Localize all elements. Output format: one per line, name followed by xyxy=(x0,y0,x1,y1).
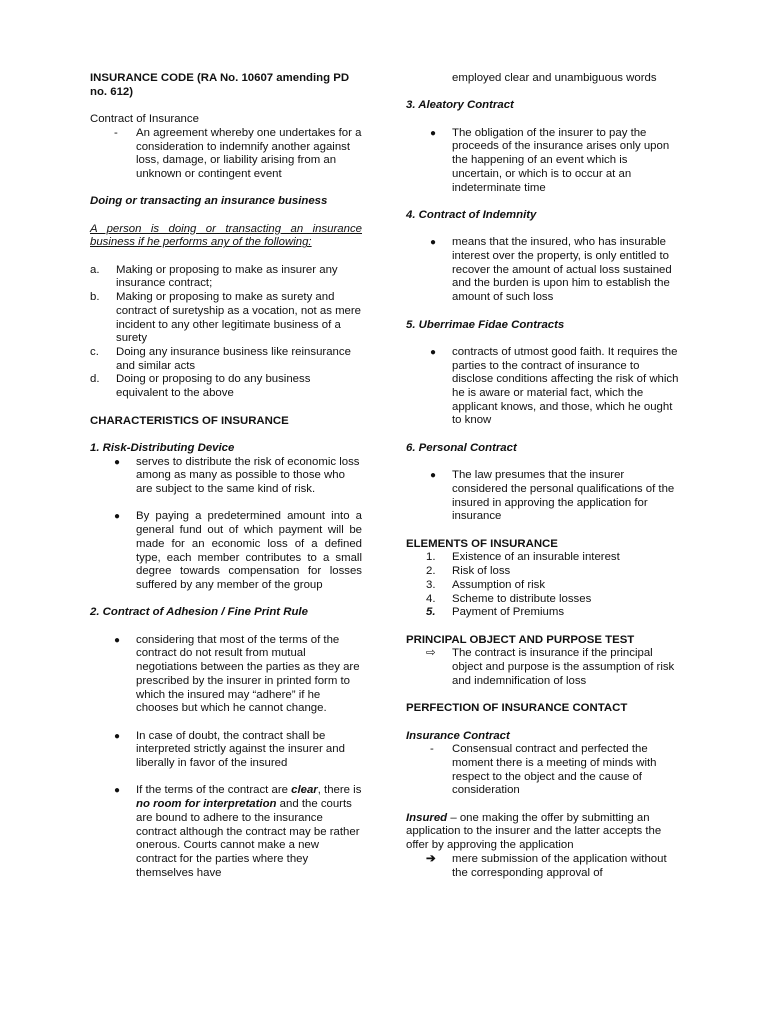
doc-title-line1: INSURANCE CODE (RA No. 10607 amending PD xyxy=(90,72,350,84)
doing-business-intro: A person is doing or transacting an insurance business if he performs any of the following: xyxy=(90,222,362,249)
insurance-contract-heading: Insurance Contract xyxy=(406,729,510,742)
bullet-icon: ● xyxy=(114,456,121,468)
list-item: ● By paying a predetermined amount into a general fund out of which payment will be made for an economic loss of a defined type, each member contributes to a small degree towards compensation for losses suffered by any member of the group xyxy=(114,510,362,591)
indemnity-heading: 4. Contract of Indemnity xyxy=(406,208,537,221)
insured-paragraph: Insured – one making the offer by submitting an application to the insurer and the latter accepts the offer by approving the application xyxy=(406,811,662,852)
bullet-icon: ● xyxy=(430,346,437,358)
doing-business-heading: Doing or transacting an insurance business xyxy=(90,195,328,208)
contract-of-insurance-heading: Contract of Insurance xyxy=(90,113,199,126)
bold-arrow-icon: ➔ xyxy=(426,852,436,865)
list-item: c. Doing any insurance business like reinsurance and similar acts xyxy=(90,346,351,372)
list-item: ● The obligation of the insurer to pay the proceeds of the insurance arises only upon the happening of an event which is uncertain, or which is to occur at an indeterminate time xyxy=(430,126,670,194)
list-item: 2. Risk of loss xyxy=(426,565,511,578)
right-column xyxy=(406,72,680,880)
perfection-heading: PERFECTION OF INSURANCE CONTACT xyxy=(406,702,628,715)
list-item: 5. Payment of Premiums xyxy=(426,606,565,619)
principal-test-heading: PRINCIPAL OBJECT AND PURPOSE TEST xyxy=(406,633,635,646)
bullet-icon: ● xyxy=(114,634,121,646)
list-item: ● means that the insured, who has insurable interest over the property, is only entitled to recover the amount of actual loss sustained and the burden is upon him to establish the amount of such loss xyxy=(430,236,672,304)
list-item: ● In case of doubt, the contract shall be interpreted strictly against the insurer and liberally in favor of the insured xyxy=(114,729,345,769)
doc-title-line2: no. 612) xyxy=(90,85,134,98)
list-item: 1. Existence of an insurable interest xyxy=(426,551,620,564)
list-item: b. Making or proposing to make as surety and contract of suretyship as a vocation, not as mere incident to any other legitimate business of a surety xyxy=(90,291,362,345)
list-item: ● If the terms of the contract are clear, there is no room for interpretation and the courts are bound to adhere to the insurance contract although the contract may be rather onerous. Courts cannot make a new contract for the parties where they themselves have xyxy=(114,784,362,879)
personal-contract-heading: 6. Personal Contract xyxy=(406,441,517,454)
bullet-icon: ● xyxy=(114,785,121,797)
bullet-icon: ● xyxy=(430,127,437,139)
list-item: d. Doing or proposing to do any business equivalent to the above xyxy=(90,373,311,400)
list-item: ● The law presumes that the insurer considered the personal qualifications of the insured in approving the application for insurance xyxy=(430,469,675,523)
risk-distributing-heading: 1. Risk-Distributing Device xyxy=(90,441,235,454)
adhesion-heading: 2. Contract of Adhesion / Fine Print Rule xyxy=(90,606,308,619)
list-item: 4. Scheme to distribute losses xyxy=(426,592,592,605)
elements-heading: ELEMENTS OF INSURANCE xyxy=(406,537,558,550)
characteristics-heading: CHARACTERISTICS OF INSURANCE xyxy=(90,414,289,427)
insurance-contract-definition: - Consensual contract and perfected the moment there is a meeting of minds with respect to the object and the cause of consideration xyxy=(430,743,657,797)
list-item: ➔ mere submission of the application without the corresponding approval of xyxy=(426,852,667,879)
bullet-icon: ● xyxy=(430,470,437,482)
contract-definition: - An agreement whereby one undertakes for a consideration to indemnify another against loss, damage, or liability arising from an unknown or contingent event xyxy=(114,126,362,180)
bullet-icon: ● xyxy=(114,511,121,523)
aleatory-heading: 3. Aleatory Contract xyxy=(406,99,514,112)
list-item: ● serves to distribute the risk of economic loss among as many as possible to those who are subject to the same kind of risk. xyxy=(114,455,360,495)
hollow-arrow-icon: ⇨ xyxy=(426,647,436,660)
list-item: ⇨ The contract is insurance if the principal object and purpose is the assumption of risk and indemnification of loss xyxy=(426,647,675,687)
list-item: ● considering that most of the terms of the contract do not result from mutual negotiations between the parties as they are prescribed by the insurer in printed form to which the insured may “adhere” if he chooses but which he cannot change. xyxy=(114,633,360,715)
bullet-icon: ● xyxy=(114,730,121,742)
bullet-icon: ● xyxy=(430,237,437,249)
list-item: a. Making or proposing to make as insurer any insurance contract; xyxy=(90,263,338,290)
uberrimae-heading: 5. Uberrimae Fidae Contracts xyxy=(406,318,565,331)
left-column xyxy=(90,72,362,880)
list-item: 3. Assumption of risk xyxy=(426,578,546,591)
list-item: ● contracts of utmost good faith. It requires the parties to the contract of insurance to disclose conditions affecting the risk of which he is aware or material fact, which the applicant knows, and those, which he ought to know xyxy=(430,345,679,427)
continued-text: employed clear and unambiguous words xyxy=(452,72,657,84)
